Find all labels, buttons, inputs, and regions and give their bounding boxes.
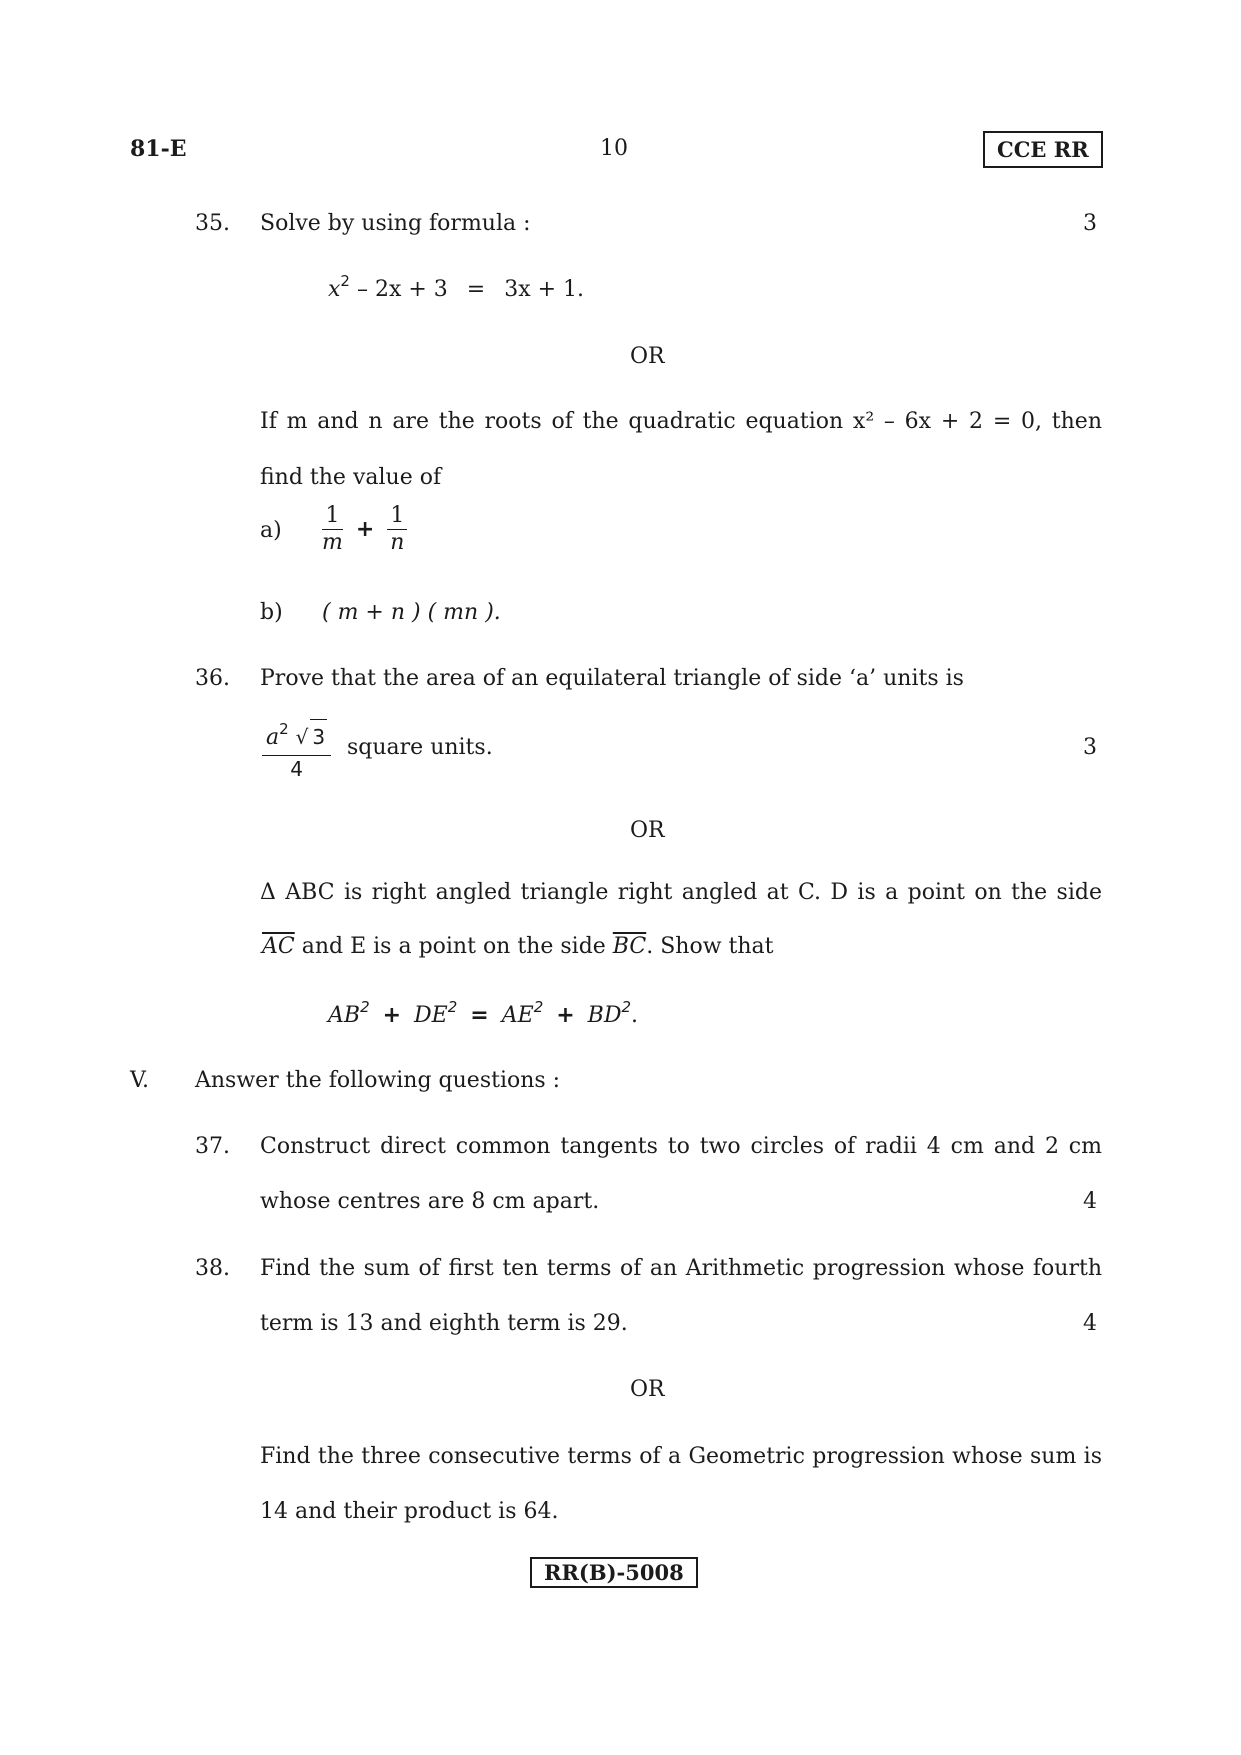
q35-marks: 3 <box>1083 211 1097 236</box>
q35-a-plus: + <box>355 516 375 542</box>
q38-number: 38. <box>195 1256 230 1281</box>
q36-eq-exp4: 2 <box>621 998 632 1016</box>
q36-eq-ae: AE <box>501 1003 534 1028</box>
q35-b-label: b) <box>260 600 283 625</box>
q35-alt-line1: If m and n are the roots of the quadratic equation x² – 6x + 2 = 0, then <box>260 409 1102 434</box>
q35-eq-rhs: 3x + 1. <box>504 277 585 302</box>
q37-line1: Construct direct common tangents to two circles of radii 4 cm and 2 cm <box>260 1134 1102 1159</box>
q35-text: Solve by using formula : <box>260 211 531 236</box>
q36-eq-plus2: + <box>556 1003 575 1028</box>
q35-a-frac2 <box>387 503 407 556</box>
q36-tail: square units. <box>347 735 493 760</box>
q38-marks: 4 <box>1083 1311 1097 1336</box>
q36-eq-de: DE <box>414 1003 448 1028</box>
q36-eq-end: . <box>631 1003 639 1028</box>
q35-a-frac2-num: 1 <box>387 503 407 530</box>
paper-code: 81-E <box>130 136 187 162</box>
q38-line1: Find the sum of first ten terms of an Arithmetic progression whose fourth <box>260 1256 1102 1281</box>
q36-frac-den: 4 <box>290 757 303 781</box>
q36-or: OR <box>630 818 665 843</box>
q35-a-expression <box>322 503 407 556</box>
q36-number: 36. <box>195 666 230 691</box>
header-box-label: CCE RR <box>983 131 1103 168</box>
q36-alt-end: . Show that <box>646 934 774 959</box>
section-v-numeral: V. <box>130 1068 150 1093</box>
q36-marks: 3 <box>1083 735 1097 760</box>
q35-a-label: a) <box>260 518 282 543</box>
q37-marks: 4 <box>1083 1189 1097 1214</box>
q38-line2: term is 13 and eighth term is 29. <box>260 1311 628 1336</box>
q35-or: OR <box>630 344 665 369</box>
q36-seg-ac: $\overline{AC}$ <box>262 934 295 959</box>
q36-eq-ab: AB <box>328 1003 361 1028</box>
q36-text: Prove that the area of an equilateral triangle of side ‘a’ units is <box>260 666 964 691</box>
q35-eq-lhs-rest: – 2x + 3 <box>356 277 448 302</box>
q37-line2: whose centres are 8 cm apart. <box>260 1189 600 1214</box>
q36-alt-line1: Δ ABC is right angled triangle right angled at C. D is a point on the side <box>260 880 1102 905</box>
q36-frac <box>262 712 331 782</box>
q36-frac-exp: 2 <box>279 720 289 738</box>
section-v-heading: Answer the following questions : <box>195 1068 561 1093</box>
q36-frac-num: $a^2$ √ 3 <box>262 712 331 756</box>
q35-equation <box>328 272 584 302</box>
q35-eq-x: x <box>328 277 341 302</box>
q35-a-frac2-den: n <box>390 530 405 555</box>
q36-eq-equals: = <box>470 1003 489 1028</box>
q36-eq-exp3: 2 <box>533 998 544 1016</box>
q35-a-frac1-num: 1 <box>322 503 343 530</box>
q36-eq-bd: BD <box>587 1003 622 1028</box>
q36-alt-line2 <box>262 934 773 959</box>
q36-frac-a: a <box>266 725 280 750</box>
q38-or: OR <box>630 1377 665 1402</box>
q38-alt-line2: 14 and their product is 64. <box>260 1499 559 1524</box>
q37-number: 37. <box>195 1134 230 1159</box>
q36-eq-exp1: 2 <box>360 998 370 1016</box>
footer-code: RR(B)-5008 <box>530 1557 698 1588</box>
q36-eq-exp2: 2 <box>447 998 458 1016</box>
q36-alt-mid: and E is a point on the side <box>294 934 613 959</box>
page-number: 10 <box>600 136 628 161</box>
q35-eq-exp: 2 <box>340 272 350 290</box>
q35-eq-equals: = <box>466 277 486 302</box>
q36-seg-bc: $\overline{BC}$ <box>612 934 647 959</box>
q36-frac-root: 3 <box>310 719 327 754</box>
q36-area-fraction <box>262 712 331 782</box>
q35-a-frac1 <box>322 503 343 556</box>
q35-alt-line2: find the value of <box>260 465 442 490</box>
q35-number: 35. <box>195 211 230 236</box>
q38-alt-line1: Find the three consecutive terms of a Geometric progression whose sum is <box>260 1444 1102 1469</box>
q36-eq-plus1: + <box>382 1003 402 1028</box>
q35-a-frac1-den: m <box>322 530 343 555</box>
q35-b-expression: ( m + n ) ( mn ). <box>322 600 501 625</box>
q36-equation <box>328 998 638 1028</box>
